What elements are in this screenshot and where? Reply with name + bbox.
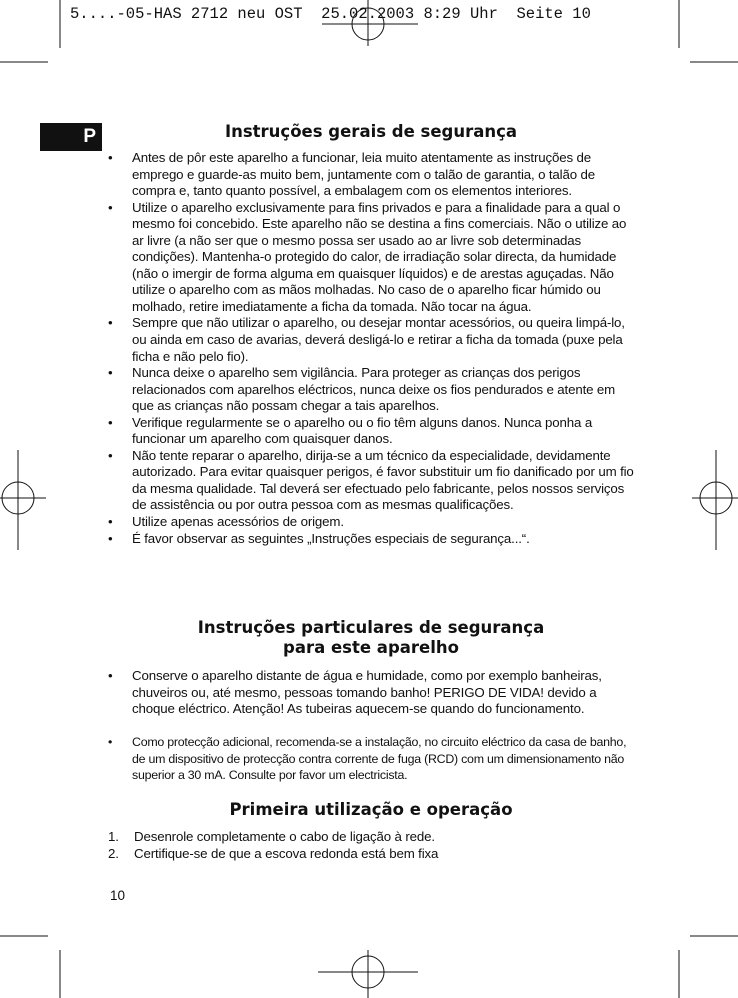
list-item: • Sempre que não utilizar o aparelho, ou desejar montar acessórios, ou queira limpá-lo, ou ainda em caso de avarias, deverá desligá-lo e retirar a ficha da tomada (puxe pela ficha e não pelo fio). xyxy=(106,315,636,365)
step-item xyxy=(108,829,638,846)
step-number: 1. xyxy=(108,829,119,844)
step-item xyxy=(108,846,638,863)
section-heading-first-use: Primeira utilização e operação xyxy=(229,800,513,819)
particular-safety-list-cont xyxy=(106,734,636,784)
language-tab: P xyxy=(40,123,102,151)
list-item: • Não tente reparar o aparelho, dirija-se a um técnico da especialidade, devidamente autorizado. Para evitar quaisquer perigos, é favor substituir um fio danificado por um fio da mesma qualidade. Tal deverá ser efectuado pelo fabricante, pelos nossos serviços de assistência ou por outra pessoa com as mesmas qualificações. xyxy=(106,448,636,514)
page-number: 10 xyxy=(110,888,126,903)
list-item: • Conserve o aparelho distante de água e humidade, como por exemplo banheiras, chuveiros ou, até mesmo, pessoas tomando banho! PERIGO DE VIDA! devido a choque eléctrico. Atenção! As tubeiras aquecem-se quando do funcionamento. xyxy=(106,668,636,718)
first-use-steps xyxy=(108,829,638,862)
general-safety-list xyxy=(106,150,636,547)
heading-line-1: Instruções particulares de segurança xyxy=(197,618,545,637)
list-item: • Nunca deixe o aparelho sem vigilância. Para proteger as crianças dos perigos relacionados com aparelhos eléctricos, nunca deixe os fios pendurados e atente em que as crianças não possam chegar a tais aparelhos. xyxy=(106,365,636,415)
list-item: • Verifique regularmente se o aparelho ou o fio têm alguns danos. Nunca ponha a funcionar um aparelho com quaisquer danos. xyxy=(106,415,636,448)
list-item: • Como protecção adicional, recomenda-se a instalação, no circuito eléctrico da casa de banho, de um dispositivo de protecção contra corrente de fuga (RCD) com um dimensionamento não superior a 30 mA. Consulte por favor um electricista. xyxy=(106,734,636,784)
step-text: Desenrole completamente o cabo de ligação à rede. xyxy=(134,829,435,844)
list-item: • É favor observar as seguintes „Instruções especiais de segurança...“. xyxy=(106,531,636,548)
step-number: 2. xyxy=(108,845,119,861)
section-heading-general-safety: Instruções gerais de segurança xyxy=(224,122,518,141)
section-heading-particular-safety xyxy=(108,618,634,658)
list-item: • Antes de pôr este aparelho a funcionar, leia muito atentamente as instruções de emprego e guarde-as muito bem, juntamente com o talão de garantia, o talão de compra e, tanto quanto possível, a embalagem com os elementos interiores. xyxy=(106,150,636,200)
print-slug: 5....-05-HAS 2712 neu OST 25.02.2003 8:29 Uhr Seite 10 xyxy=(70,5,591,23)
list-item: • Utilize o aparelho exclusivamente para fins privados e para a finalidade para a qual o mesmo foi concebido. Este aparelho não se destina a fins comerciais. Não o utilize ao ar livre (a não ser que o mesmo possa ser usado ao ar livre sob determinadas condições). Mantenha-o protegido do calor, de irradiação solar directa, da humidade (não o imergir de forma alguma em quaisquer líquidos) e de arestas aguçadas. Não utilize o aparelho com as mãos molhadas. No caso de o aparelho ficar húmido ou molhado, retire imediatamente a ficha da tomada. Não tocar na água. xyxy=(106,200,636,316)
step-text: Certifique-se de que a escova redonda está bem fixa xyxy=(134,845,439,861)
particular-safety-list xyxy=(106,668,636,718)
heading-line-2: para este aparelho xyxy=(283,638,459,657)
list-item: • Utilize apenas acessórios de origem. xyxy=(106,514,636,531)
